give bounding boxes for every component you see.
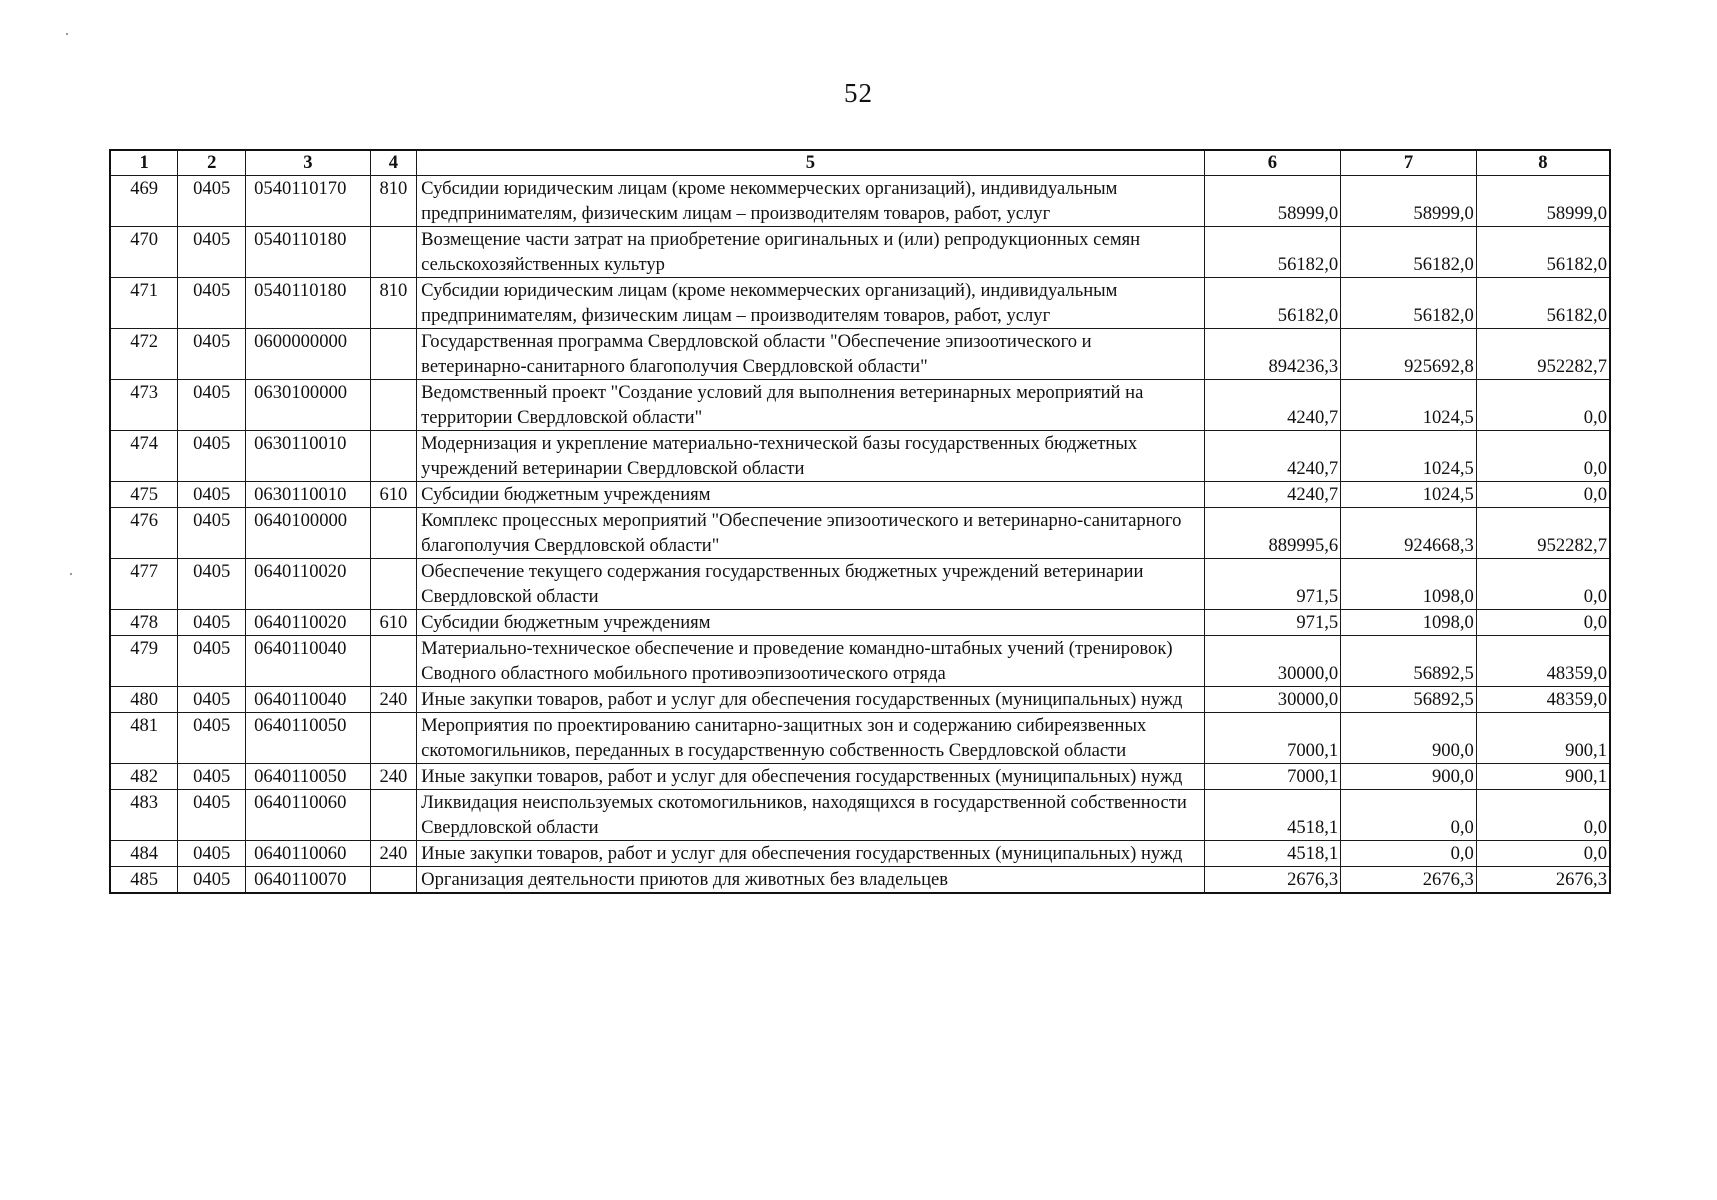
amount-col-6: 7000,1 [1204,713,1341,764]
amount-col-6: 4518,1 [1204,790,1341,841]
scan-mark [70,573,72,575]
amount-col-6: 30000,0 [1204,687,1341,713]
amount-col-8: 48359,0 [1476,687,1610,713]
amount-col-8: 900,1 [1476,713,1610,764]
amount-col-6: 971,5 [1204,559,1341,610]
amount-col-8: 952282,7 [1476,329,1610,380]
row-number: 475 [110,482,178,508]
amount-col-7: 924668,3 [1341,508,1477,559]
scan-mark [66,33,68,35]
amount-col-6: 4240,7 [1204,482,1341,508]
table-body [110,176,1610,894]
amount-col-6: 7000,1 [1204,764,1341,790]
expense-type-code [370,431,417,482]
row-description: Организация деятельности приютов для животных без владельцев [417,867,1204,894]
section-code: 0405 [178,508,246,559]
amount-col-7: 1024,5 [1341,431,1477,482]
amount-col-7: 1024,5 [1341,380,1477,431]
amount-col-8: 2676,3 [1476,867,1610,894]
table-row [110,764,1610,790]
row-description: Возмещение части затрат на приобретение оригинальных и (или) репродукционных семян сельскохозяйственных культур [417,227,1204,278]
expense-type-code: 810 [370,278,417,329]
amount-col-7: 0,0 [1341,790,1477,841]
amount-col-8: 952282,7 [1476,508,1610,559]
amount-col-7: 56182,0 [1341,278,1477,329]
expense-type-code [370,636,417,687]
row-number: 477 [110,559,178,610]
target-article-code: 0540110180 [246,278,370,329]
amount-col-8: 0,0 [1476,482,1610,508]
amount-col-6: 2676,3 [1204,867,1341,894]
section-code: 0405 [178,636,246,687]
expense-type-code [370,713,417,764]
column-header: 3 [246,150,370,176]
section-code: 0405 [178,227,246,278]
amount-col-7: 900,0 [1341,713,1477,764]
amount-col-8: 0,0 [1476,790,1610,841]
row-number: 473 [110,380,178,431]
amount-col-6: 894236,3 [1204,329,1341,380]
table-row [110,687,1610,713]
amount-col-8: 0,0 [1476,431,1610,482]
expense-type-code [370,508,417,559]
amount-col-8: 56182,0 [1476,278,1610,329]
column-header: 8 [1476,150,1610,176]
row-description: Ведомственный проект "Создание условий для выполнения ветеринарных мероприятий на территории Свердловской области" [417,380,1204,431]
target-article-code: 0640100000 [246,508,370,559]
table-row [110,867,1610,894]
target-article-code: 0640110040 [246,687,370,713]
target-article-code: 0640110020 [246,610,370,636]
table-row [110,176,1610,227]
table-row [110,329,1610,380]
row-number: 482 [110,764,178,790]
row-description: Субсидии бюджетным учреждениям [417,610,1204,636]
row-number: 476 [110,508,178,559]
page-number: 52 [844,78,873,108]
row-number: 485 [110,867,178,894]
amount-col-7: 58999,0 [1341,176,1477,227]
amount-col-8: 0,0 [1476,610,1610,636]
section-code: 0405 [178,431,246,482]
expense-type-code [370,380,417,431]
amount-col-7: 0,0 [1341,841,1477,867]
target-article-code: 0640110060 [246,790,370,841]
section-code: 0405 [178,867,246,894]
section-code: 0405 [178,713,246,764]
amount-col-7: 56182,0 [1341,227,1477,278]
table-row [110,610,1610,636]
row-description: Иные закупки товаров, работ и услуг для обеспечения государственных (муниципальных) нужд [417,764,1204,790]
target-article-code: 0600000000 [246,329,370,380]
table-row [110,559,1610,610]
row-number: 479 [110,636,178,687]
table-row [110,227,1610,278]
row-description: Субсидии юридическим лицам (кроме некоммерческих организаций), индивидуальным предпринимателям, физическим лицам – производителям товаров, работ, услуг [417,278,1204,329]
section-code: 0405 [178,482,246,508]
amount-col-6: 56182,0 [1204,227,1341,278]
table-row [110,482,1610,508]
row-number: 478 [110,610,178,636]
section-code: 0405 [178,841,246,867]
amount-col-7: 56892,5 [1341,687,1477,713]
row-number: 483 [110,790,178,841]
row-description: Мероприятия по проектированию санитарно-защитных зон и содержанию сибиреязвенных скотомогильников, переданных в государственную собственность Свердловской области [417,713,1204,764]
amount-col-7: 1098,0 [1341,610,1477,636]
target-article-code: 0630100000 [246,380,370,431]
amount-col-8: 0,0 [1476,559,1610,610]
amount-col-6: 58999,0 [1204,176,1341,227]
table-row [110,841,1610,867]
table-row [110,636,1610,687]
amount-col-6: 4518,1 [1204,841,1341,867]
amount-col-6: 30000,0 [1204,636,1341,687]
section-code: 0405 [178,610,246,636]
section-code: 0405 [178,278,246,329]
column-header: 4 [370,150,417,176]
section-code: 0405 [178,764,246,790]
target-article-code: 0630110010 [246,482,370,508]
target-article-code: 0640110070 [246,867,370,894]
table-row [110,790,1610,841]
row-number: 481 [110,713,178,764]
section-code: 0405 [178,687,246,713]
row-number: 484 [110,841,178,867]
expense-type-code [370,790,417,841]
amount-col-8: 56182,0 [1476,227,1610,278]
expense-type-code [370,867,417,894]
table-row [110,278,1610,329]
row-description: Ликвидация неиспользуемых скотомогильников, находящихся в государственной собственности Свердловской области [417,790,1204,841]
expense-type-code: 810 [370,176,417,227]
column-header: 7 [1341,150,1477,176]
amount-col-8: 0,0 [1476,380,1610,431]
budget-table-container [109,149,1611,894]
section-code: 0405 [178,380,246,431]
expense-type-code [370,329,417,380]
row-description: Иные закупки товаров, работ и услуг для обеспечения государственных (муниципальных) нужд [417,841,1204,867]
column-header: 2 [178,150,246,176]
amount-col-7: 1024,5 [1341,482,1477,508]
row-number: 472 [110,329,178,380]
target-article-code: 0640110050 [246,713,370,764]
expense-type-code [370,559,417,610]
row-number: 469 [110,176,178,227]
expense-type-code: 610 [370,610,417,636]
section-code: 0405 [178,176,246,227]
amount-col-6: 889995,6 [1204,508,1341,559]
row-description: Субсидии юридическим лицам (кроме некоммерческих организаций), индивидуальным предпринимателям, физическим лицам – производителям товаров, работ, услуг [417,176,1204,227]
budget-table [109,149,1611,894]
row-description: Комплекс процессных мероприятий "Обеспечение эпизоотического и ветеринарно-санитарного благополучия Свердловской области" [417,508,1204,559]
amount-col-8: 900,1 [1476,764,1610,790]
column-header: 6 [1204,150,1341,176]
row-number: 471 [110,278,178,329]
amount-col-7: 2676,3 [1341,867,1477,894]
row-number: 470 [110,227,178,278]
expense-type-code: 240 [370,764,417,790]
expense-type-code: 240 [370,687,417,713]
row-description: Обеспечение текущего содержания государственных бюджетных учреждений ветеринарии Свердловской области [417,559,1204,610]
amount-col-7: 925692,8 [1341,329,1477,380]
table-row [110,508,1610,559]
amount-col-6: 56182,0 [1204,278,1341,329]
target-article-code: 0640110020 [246,559,370,610]
row-description: Иные закупки товаров, работ и услуг для обеспечения государственных (муниципальных) нужд [417,687,1204,713]
target-article-code: 0640110040 [246,636,370,687]
amount-col-6: 971,5 [1204,610,1341,636]
amount-col-8: 0,0 [1476,841,1610,867]
column-header: 5 [417,150,1204,176]
row-description: Материально-техническое обеспечение и проведение командно-штабных учений (тренировок) Сводного областного мобильного противоэпизоотического отряда [417,636,1204,687]
amount-col-6: 4240,7 [1204,380,1341,431]
table-row [110,431,1610,482]
target-article-code: 0640110050 [246,764,370,790]
amount-col-7: 1098,0 [1341,559,1477,610]
header-row [110,150,1610,176]
target-article-code: 0630110010 [246,431,370,482]
row-number: 474 [110,431,178,482]
target-article-code: 0640110060 [246,841,370,867]
section-code: 0405 [178,790,246,841]
target-article-code: 0540110170 [246,176,370,227]
amount-col-7: 900,0 [1341,764,1477,790]
row-number: 480 [110,687,178,713]
target-article-code: 0540110180 [246,227,370,278]
amount-col-8: 48359,0 [1476,636,1610,687]
amount-col-6: 4240,7 [1204,431,1341,482]
table-row [110,713,1610,764]
column-header: 1 [110,150,178,176]
section-code: 0405 [178,559,246,610]
amount-col-8: 58999,0 [1476,176,1610,227]
row-description: Субсидии бюджетным учреждениям [417,482,1204,508]
row-description: Государственная программа Свердловской области "Обеспечение эпизоотического и ветеринарно-санитарного благополучия Свердловской области" [417,329,1204,380]
section-code: 0405 [178,329,246,380]
table-row [110,380,1610,431]
expense-type-code [370,227,417,278]
expense-type-code: 610 [370,482,417,508]
amount-col-7: 56892,5 [1341,636,1477,687]
expense-type-code: 240 [370,841,417,867]
row-description: Модернизация и укрепление материально-технической базы государственных бюджетных учреждений ветеринарии Свердловской области [417,431,1204,482]
